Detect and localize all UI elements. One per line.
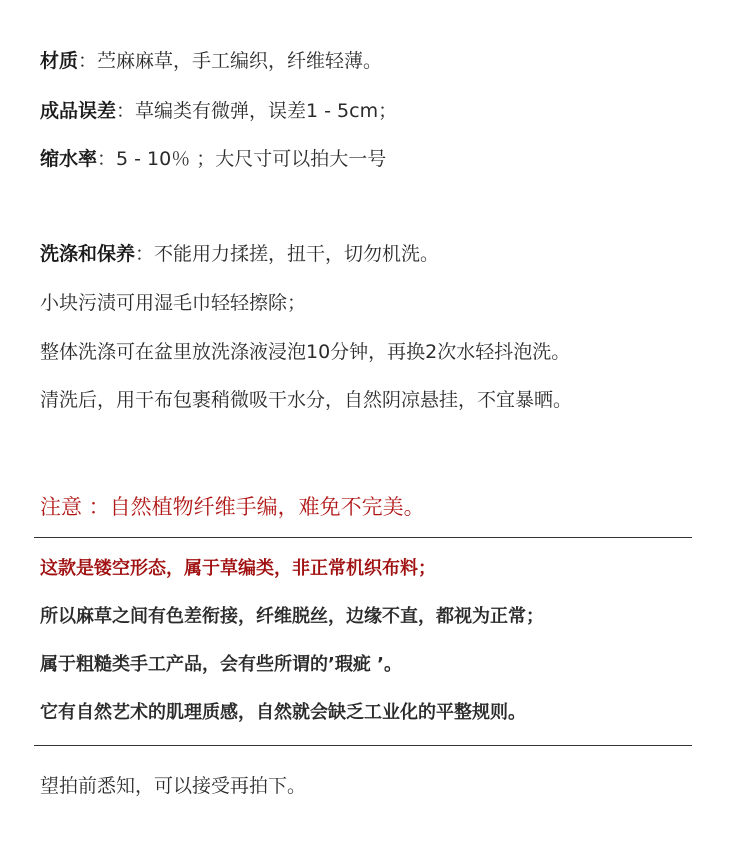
shrink-key: 缩水率: [40, 148, 98, 170]
care-value: ：不能用力揉搓，扭干，切勿机洗。: [135, 243, 440, 265]
material-value: ：苎麻麻草，手工编织，纤维轻薄。: [78, 50, 383, 72]
material-line: [40, 48, 382, 74]
error-line: [40, 98, 397, 124]
error-key: 成品误差: [40, 100, 117, 122]
notice-line-1: 这款是镂空形态，属于草编类，非正常机织布料；: [40, 558, 436, 579]
notice-line-2: 所以麻草之间有色差衔接，纤维脱丝，边缘不直，都视为正常；: [40, 606, 544, 627]
material-key: 材质: [40, 50, 79, 72]
error-value: ：草编类有微弹，误差1 - 5cm；: [116, 100, 398, 122]
footer-text: 望拍前悉知，可以接受再拍下。: [40, 775, 307, 797]
divider-bottom: [34, 745, 692, 746]
shrink-value: ：5 - 10％ ；大尺寸可以拍大一号: [97, 148, 387, 170]
care-line-2: 整体洗涤可在盆里放洗涤液浸泡10分钟，再换2次水轻抖泡洗。: [40, 341, 571, 363]
notice-title: 注意 ：自然植物纤维手编，难免不完美。: [40, 495, 425, 519]
care-line-1: 小块污渍可用湿毛巾轻轻擦除；: [40, 292, 307, 314]
shrink-line: [40, 146, 386, 172]
notice-line-4: 它有自然艺术的肌理质感，自然就会缺乏工业化的平整规则。: [40, 702, 526, 723]
care-line-3: 清洗后，用干布包裹稍微吸干水分，自然阴凉悬挂，不宜暴晒。: [40, 389, 573, 411]
care-key: 洗涤和保养: [40, 243, 136, 265]
notice-line-3: 属于粗糙类手工产品，会有些所谓的’瑕疵 ’。: [40, 654, 402, 675]
divider-top: [34, 537, 692, 538]
care-title-line: [40, 241, 439, 267]
